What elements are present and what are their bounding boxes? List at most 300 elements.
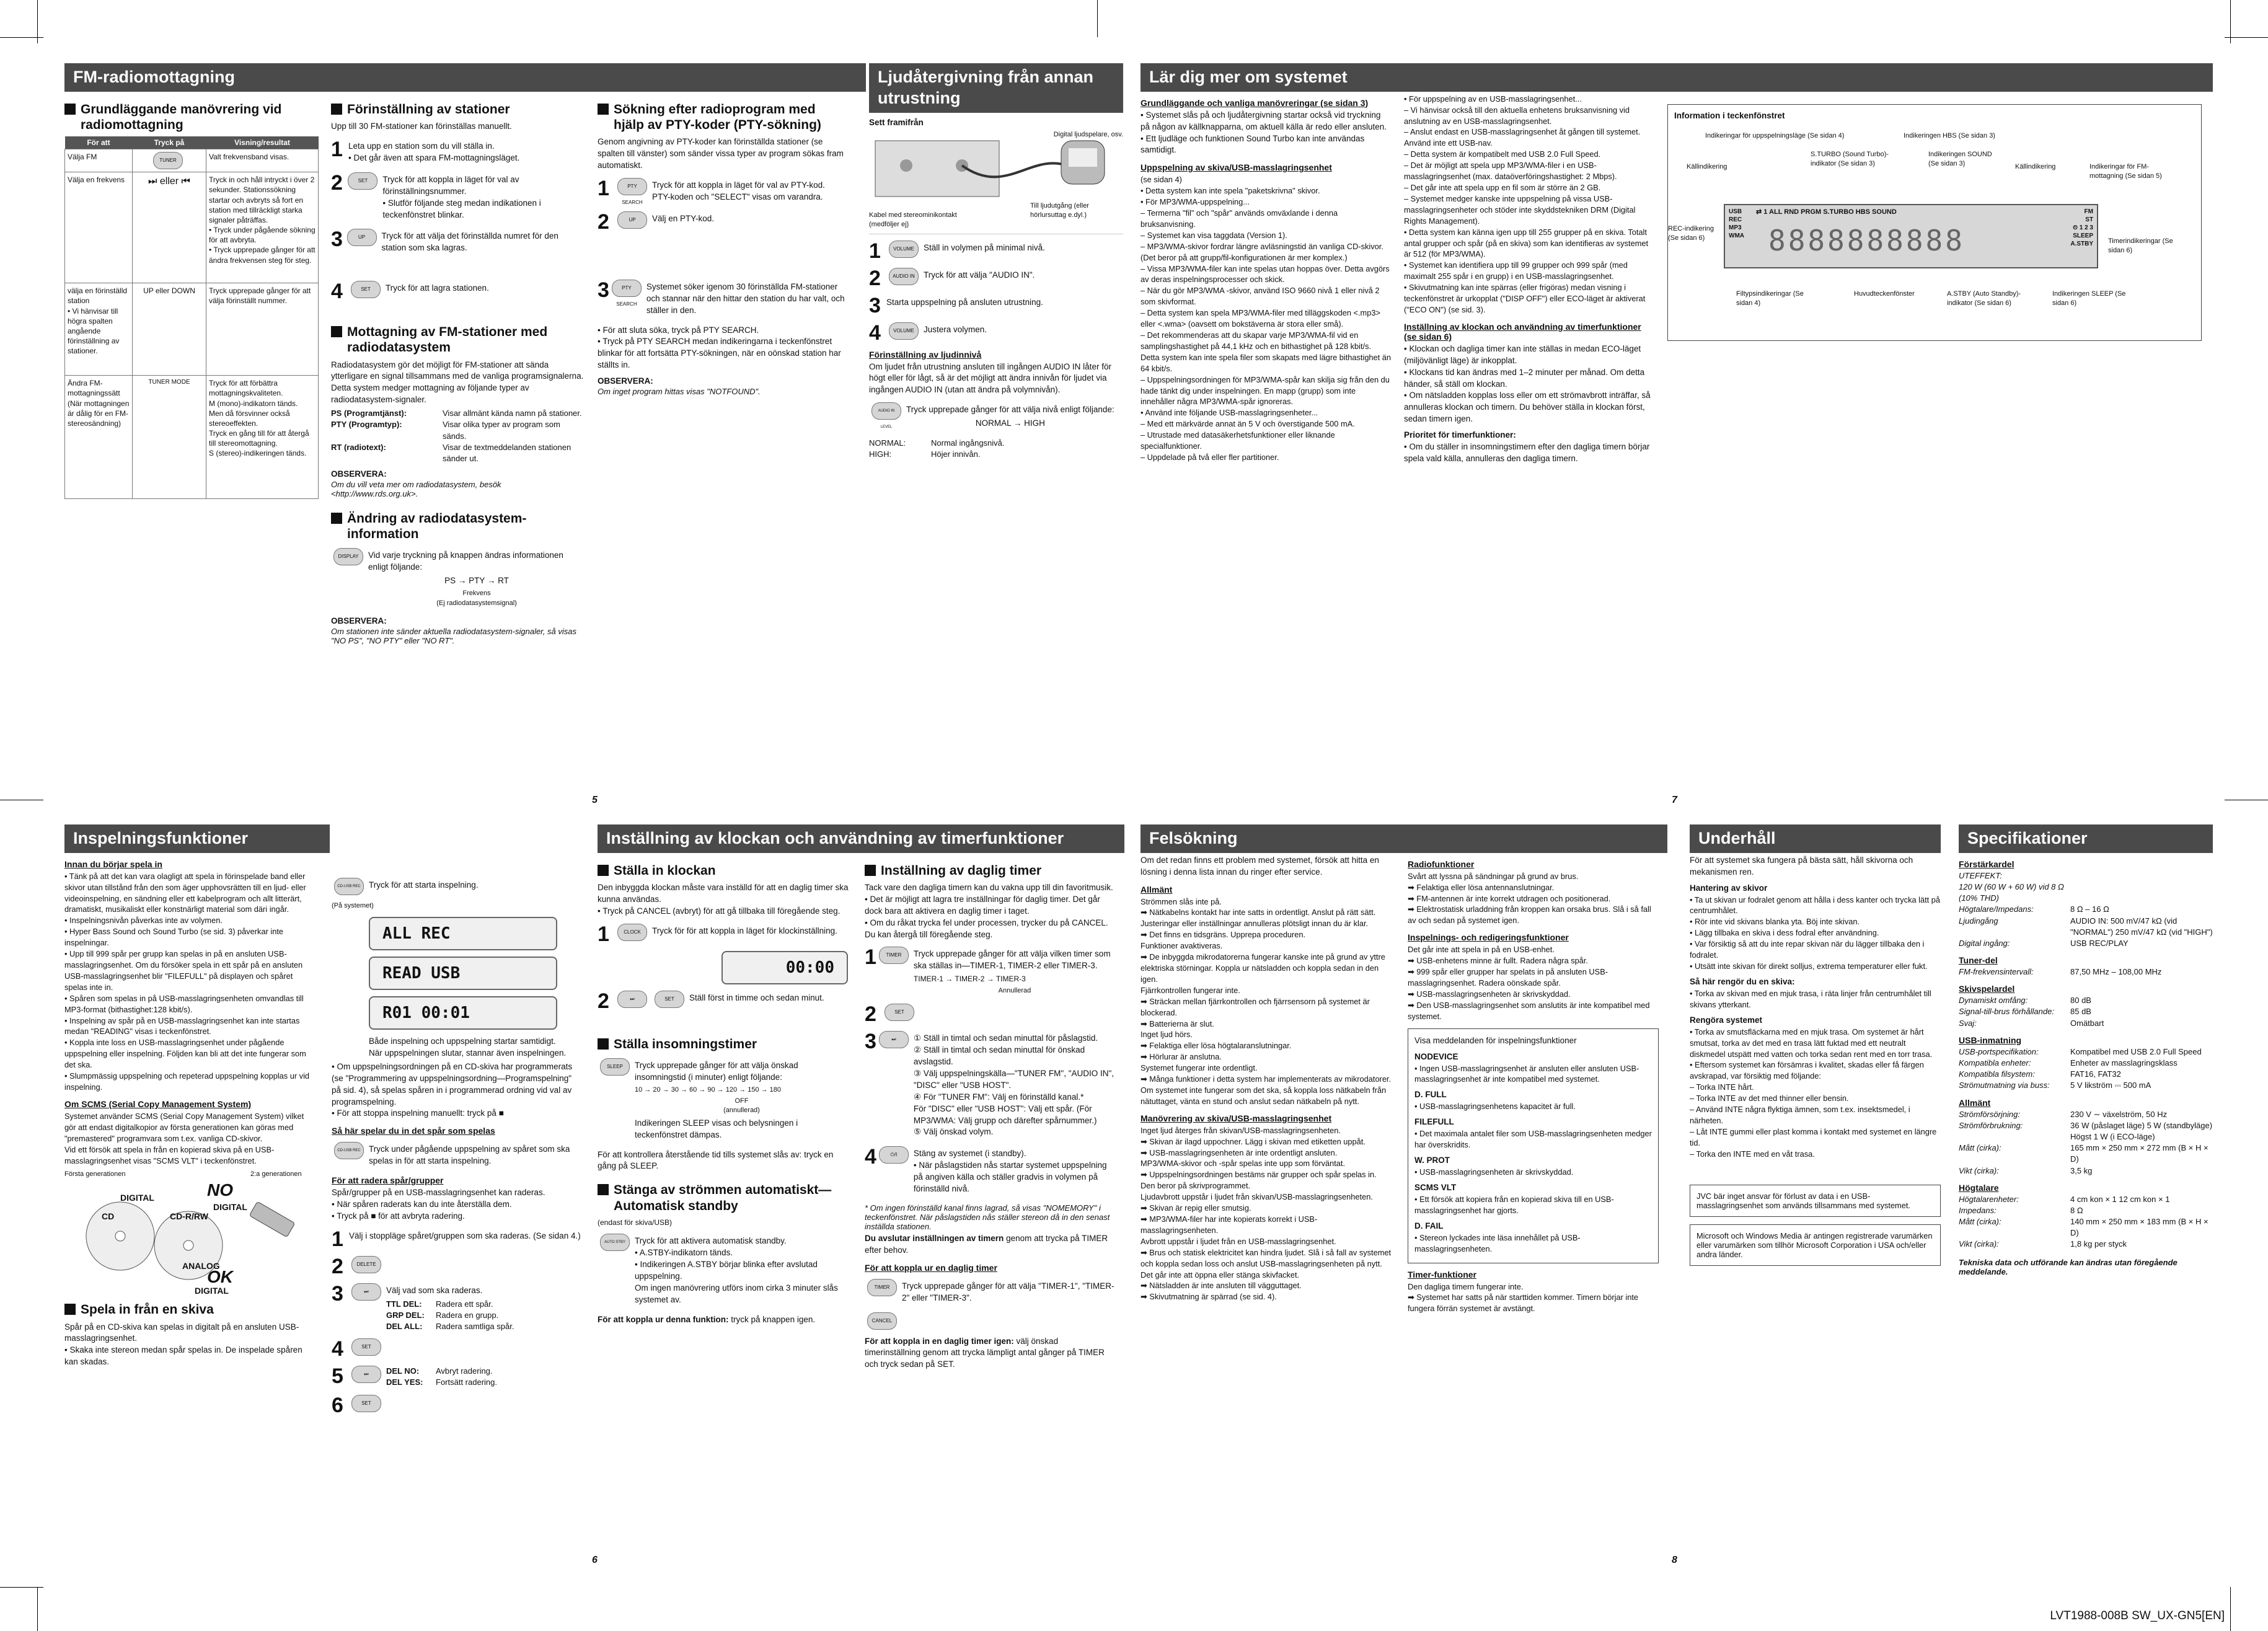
delete-text: Spår/grupper på en USB-masslagringsenhet kan raderas. • När spåren raderats kan du inte återställa dem. • Tryck på ■ för att avbryta radering. xyxy=(332,1188,545,1221)
rds-item: RT (radiotext): Visar de textmeddelanden stationen sänder ut. xyxy=(331,442,571,463)
analog-label: ANALOG xyxy=(182,1261,220,1271)
table-row xyxy=(65,376,319,499)
message-text: • Det maximala antalet filer som USB-masslagringsenheten medger har överskridits. xyxy=(1414,1129,1652,1150)
rec-col-1 xyxy=(64,853,315,1422)
maint-clean-heading: Så här rengör du en skiva: xyxy=(1690,976,1795,986)
sleep-step xyxy=(598,1058,849,1143)
level-text: Om ljudet från utrustning ansluten till ingången AUDIO IN låter för högt eller för lågt, så är det möjligt att ändra innivån för ljudet via ingången AUDIO IN (utan att ändra på volymnivån). xyxy=(869,361,1111,395)
disclaimer-2: Microsoft och Windows Media är antingen registrerade varumärken eller varumärken som tillhör Microsoft Corporation i USA och/eller andra länder. xyxy=(1690,1224,1941,1266)
table-row xyxy=(65,283,319,376)
spec-key: 120 W (60 W + 60 W) vid 8 Ω (10% THD) xyxy=(1959,882,2064,903)
clock-step-2 xyxy=(598,991,849,1012)
display-label: Indikeringar för FM-mottagning (Se sidan 5) xyxy=(2089,162,2162,180)
spec-row xyxy=(1959,904,2213,915)
spec-group-heading: Förstärkardel xyxy=(1959,859,2014,869)
spec-value: USB REC/PLAY xyxy=(2070,938,2129,948)
preset-step-4 xyxy=(331,281,585,302)
page-number: 7 xyxy=(1672,795,1677,805)
step-text: Välj en PTY-kod. xyxy=(652,213,715,223)
level-normal: NORMAL: Normal ingångsnivå. xyxy=(869,438,1005,448)
preset-section xyxy=(331,92,585,647)
pty-bullets: • För att sluta söka, tryck på PTY SEARCH. • Tryck på PTY SEARCH medan indikeringarna i teckenfönstret blinkar för att fortsätta PTY-sökningen, när en oönskad station har ställts in. xyxy=(598,325,841,370)
step-number: 6 xyxy=(332,1393,343,1417)
message-box-title: Visa meddelanden för inspelningsfunktioner xyxy=(1414,1035,1577,1045)
step-number: 3 xyxy=(331,228,343,252)
spec-key: Strömutmatning via buss: xyxy=(1959,1081,2050,1090)
message-text: • Ett försök att kopiera från en kopierad skiva till en USB-masslagringsenhet har gjorts. xyxy=(1414,1194,1614,1215)
learn-col-2 xyxy=(1404,92,1655,467)
step-number: 2 xyxy=(598,989,609,1013)
table-cell: UP eller DOWN xyxy=(133,283,206,376)
rds-intro: Radiodatasystem gör det möjligt för FM-stationer att sända ytterligare en signal tillsammans med de vanliga programsignalerna. Detta system medger mottagning av följande typer av radiodatasystem-signaler. xyxy=(331,360,584,405)
other-section xyxy=(869,63,1123,460)
clock-title: Inställning av klockan och användning av timerfunktioner xyxy=(598,824,1124,853)
display-label: Filtypsindikeringar (Se sidan 4) xyxy=(1736,290,1804,307)
table-header: För att xyxy=(65,136,133,149)
cdrw-label: CD-R/RW xyxy=(170,1211,208,1222)
trouble-h1: Allmänt xyxy=(1141,884,1173,895)
message-text: • Stereon lyckades inte läsa innehållet på USB-masslagringsenheten. xyxy=(1414,1232,1581,1253)
rds-item: PS (Programtjänst): Visar allmänt kända namn på stationer. xyxy=(331,409,582,418)
spec-value: 8 Ω xyxy=(2070,1205,2083,1215)
step-number: 1 xyxy=(331,138,343,162)
clock-button-icon: CLOCK xyxy=(617,924,647,941)
step-number: 3 xyxy=(332,1281,343,1306)
delete-button-icon: DELETE xyxy=(351,1256,381,1273)
rds-change-heading: Ändring av radiodatasystem-information xyxy=(331,511,585,542)
lcd-right: FM ST ⏲ 1 2 3 SLEEP A.STBY xyxy=(2070,208,2093,247)
message-code: FILEFULL xyxy=(1414,1117,1454,1127)
page-number: 6 xyxy=(592,1555,598,1565)
learn-h1: Grundläggande och vanliga manövreringar (se sidan 3) xyxy=(1141,97,1369,108)
spec-title: Specifikationer xyxy=(1959,824,2213,853)
rec-current-heading: Så här spelar du in det spår som spelas xyxy=(332,1126,495,1136)
crop-mark xyxy=(37,0,38,43)
spec-value: FAT16, FAT32 xyxy=(2070,1069,2121,1079)
timer-button-icon: TIMER xyxy=(867,1279,897,1296)
spec-value: 165 mm × 250 mm × 272 mm (B × H × D) xyxy=(2070,1143,2208,1164)
trouble-title: Felsökning xyxy=(1141,824,1667,853)
rds-note: Om du vill veta mer om radiodatasystem, besök <http://www.rds.org.uk>. xyxy=(331,480,501,499)
spec-key: USB-portspecifikation: xyxy=(1959,1046,2039,1056)
pty-note: Om inget program hittas visas "NOTFOUND". xyxy=(598,387,761,397)
table-cell: Välja FM xyxy=(65,149,133,172)
message-text: • USB-masslagringsenheten är skrivskyddad. xyxy=(1414,1167,1574,1177)
level-heading: Förinställning av ljudinnivå xyxy=(869,349,982,360)
display-label: A.STBY (Auto Standby)-indikator (Se sidan 6) xyxy=(1947,290,2021,307)
learn-timer-text: • Klockan och dagliga timer kan inte ställas in medan ECO-läget (miljövänligt läge) är inkopplat. • Klockans tid kan ändras med 1–2 minuter per månad. Om detta händer, så ställ om klockan. • Om nätsladden kopplas loss eller om ett strömavbrott inträffar, så annulleras klockan och timern. Du behöver ställa in klockan först, sedan timern igen. xyxy=(1404,343,1651,424)
sleep-check: För att kontrollera återstående tid tills systemet slås av: tryck en gång på SLEEP. xyxy=(598,1149,834,1171)
step-number: 4 xyxy=(332,1337,343,1361)
pty-search-button-icon: PTY SEARCH xyxy=(612,280,642,297)
timer-cancel-label: Annullerad xyxy=(998,986,1031,994)
step-text: Starta uppspelning på ansluten utrustning. xyxy=(886,297,1043,307)
rec-disc-text: Spår på en CD-skiva kan spelas in digitalt på en ansluten USB-masslagringsenhet. • Skaka inte stereon medan spår spelas in. De inspelade spåren kan skadas. xyxy=(64,1322,302,1367)
spec-value: 5 V likström ⎓ 500 mA xyxy=(2070,1081,2151,1090)
trouble-col-1 xyxy=(1141,853,1392,1317)
spec-group-heading: Tuner-del xyxy=(1959,955,1998,966)
learn-prio-heading: Prioritet för timerfunktioner: xyxy=(1404,430,1516,440)
next-button-icon: ⏭ xyxy=(879,1031,909,1048)
display-info-title: Information i teckenfönstret xyxy=(1674,110,1785,120)
other-title: Ljudåtergivning från annan utrustning xyxy=(869,63,1123,113)
step-text: Stäng av systemet (i standby). • När påslagstiden nås startar systemet uppspelning på angiven källa och ställer gradvis in volymen på förinställd nivå. xyxy=(913,1149,1107,1194)
clock-set-text: Den inbyggda klockan måste vara inställd för att en daglig timer ska kunna användas. • Tryck på CANCEL (avbryt) för att gå tillbaka till föregående steg. xyxy=(598,882,849,916)
page-number: 8 xyxy=(1672,1555,1677,1565)
up-button-icon: UP xyxy=(347,229,377,246)
timer-disable-2 xyxy=(865,1312,1116,1330)
crop-mark xyxy=(37,1587,38,1631)
maint-disc-heading: Hantering av skivor xyxy=(1690,883,1768,893)
maint-section xyxy=(1690,824,1941,1266)
spec-value: 4 cm kon × 1 12 cm kon × 1 xyxy=(2070,1194,2170,1204)
auto-standby-step xyxy=(598,1234,849,1307)
lcd-top: ⇄ 1 ALL RND PRGM S.TURBO HBS SOUND xyxy=(1756,208,1897,216)
spec-value: Omätbart xyxy=(2070,1018,2104,1028)
message-code: SCMS VLT xyxy=(1414,1182,1457,1192)
crop-mark xyxy=(2230,1587,2231,1631)
spec-key: Svaj: xyxy=(1959,1018,1977,1028)
auto-standby-sub: (endast för skiva/USB) xyxy=(598,1218,673,1227)
trouble-t3: Svårt att lyssna på sändningar på grund av brus. ➡ Felaktiga eller lösa antennanslutningar. ➡ FM-antennen är inte korrekt utdragen och positionerad. ➡ Elektrostatisk urladdning från kroppen kan orsaka brus. Slå i så fall av och sedan på systemet igen. xyxy=(1408,871,1651,926)
spec-row xyxy=(1959,1194,2213,1205)
table-cell: Ändra FM-mottagningssätt (När mottagningen är dålig för en FM-stereosändning) xyxy=(65,376,133,499)
rec-current xyxy=(332,1142,583,1169)
crop-mark xyxy=(2230,0,2231,43)
up-button-icon: UP xyxy=(617,211,647,229)
learn-t2: (se sidan 4) • Detta system kan inte spela "paketskrivna" skivor. • För MP3/WMA-uppspelning... – Termerna "fil" och "spår" används omväxlande i denna bruksanvisning. – Systemet kan visa taggdata (Version 1). – MP3/WMA-skivor fordrar längre avläsningstid än vanliga CD-skivor. (Det beror på att grupp/fil-konfigurationen är mer komplex.) – Vissa MP3/WMA-filer kan inte spelas utan hoppas över. Detta avgörs av deras inspelningsprocesser och skick. – När du gör MP3/WMA -skivor, använd ISO 9660 nivå 1 eller nivå 2 som skivformat. – Detta system kan spela MP3/WMA-filer med tilläggskoden <.mp3> eller <.wma> (oavsett om bokstäverna är stora eller små). – Det rekommenderas att du skapar varje MP3/WMA-fil vid en samplingshastighet på 44,1 kHz och en bithastighet på 128 kbit/s. Detta system kan inte spela filer som skapats med lägre bithastighet än 64 kbit/s. – Uppspelningsordningen för MP3/WMA-spår kan skilja sig från den du hade tänkt dig under inspelningen. En mapp (grupp) som inte innehåller några MP3/WMA-spår ignoreras. • Använd inte följande USB-masslagringsenheter... – Med ett märkvärde annat än 5 V och överstigande 500 mA. – Utrustade med datasäkerhetsfunktioner eller liknande specialfunktioner. – Uppdelade på två eller fler partitioner. xyxy=(1141,175,1392,462)
spec-group-heading: Högtalare xyxy=(1959,1182,1999,1193)
daily-timer-text: Tack vare den dagliga timern kan du vakna upp till din favoritmusik. • Det är möjligt att lagra tre inställningar för daglig timer. Det går dock bara att aktivera en daglig timer i taget. • Om du råkat trycka fel under processen, trycker du på CANCEL. Du kan återgå till föregående steg. xyxy=(865,882,1113,939)
spec-value: 80 dB xyxy=(2070,996,2091,1006)
level-step xyxy=(869,402,1123,431)
spec-key: Kompatibla enheter: xyxy=(1959,1058,2031,1067)
learn-h2: Uppspelning av skiva/USB-masslagringsenhet xyxy=(1141,162,1332,173)
rds-note-label: OBSERVERA: xyxy=(331,469,387,479)
spec-value: 230 V ∼ växelström, 50 Hz xyxy=(2070,1109,2168,1119)
spec-row xyxy=(1959,1165,2213,1177)
power-button-icon: ⏻/I xyxy=(879,1146,909,1164)
audio-in-button-icon: AUDIO IN xyxy=(889,268,919,285)
step-number: 2 xyxy=(332,1254,343,1278)
set-button-icon: SET xyxy=(655,991,684,1008)
spec-key: Vikt (cirka): xyxy=(1959,1165,1999,1175)
learn-col2-text: • För uppspelning av en USB-masslagringsenhet... – Vi hänvisar också till den aktuella enhetens bruksanvisning vid anslutning av en USB-masslagringsenhet. – Anslut endast en USB-masslagringsenhet åt gången till systemet. Använd inte ett USB-nav. – Detta system är kompatibelt med USB 2.0 Full Speed. – Det är möjligt att spela upp MP3/WMA-filer i en USB-masslagringsenhet (max. dataöverföringshastighet: 2 Mbps). – Det går inte att spela upp en fil som är större än 2 GB. – Systemet medger kanske inte uppspelning på vissa USB-masslagringsenheter och stöder inte skyddstekniken DRM (Digital Rights Management). • Detta system kan känna igen upp till 255 grupper på en skiva. Totalt antal grupper och spår (på en skiva) som kan identifieras av systemet är 512 (för MP3/WMA). • Systemet kan identifiera upp till 99 grupper och 999 spår (med maximalt 255 spår i en grupp) i en USB-masslagringsenhet. • Skivutmatning kan inte spärras (eller frigöras) medan visning i teckenfönstret är urkopplat ("DISP OFF") eller ECO-läget är aktiverat ("ECO ON") (se sid. 3). xyxy=(1404,94,1649,314)
maint-intro: För att systemet ska fungera på bästa sätt, håll skivorna och mekanismen ren. xyxy=(1690,855,1913,877)
delete-confirm: DEL YES: Fortsätt radering. xyxy=(386,1377,497,1387)
step-number: 2 xyxy=(865,1002,876,1027)
spec-key: UTEFFEKT: xyxy=(1959,870,2002,880)
lcd-main: 8888888888 xyxy=(1768,223,1965,257)
spec-row xyxy=(1959,916,2213,938)
clock-step-1 xyxy=(598,924,849,945)
spec-row xyxy=(1959,938,2213,949)
rds-change xyxy=(331,548,585,609)
table-header: Tryck på xyxy=(133,136,206,149)
no-label: NO xyxy=(207,1180,233,1200)
level-cycle: NORMAL → HIGH xyxy=(975,418,1045,428)
output-label: Till ljudutgång (eller hörlursuttag e.dyl.) xyxy=(1030,201,1089,219)
rec-before-text: • Tänk på att det kan vara olagligt att spela in förinspelade band eller skivor utan tillstånd från den som äger upphovsrätten till en ljud- eller videoinspelning, en sändning eller ett kabelprogram och allt litterärt, dramatiskt, musikaliskt eller konstnärligt material som däri ingår. • Inspelningsnivån påverkas inte av volymen. • Hyper Bass Sound och Sound Turbo (se sid. 3) påverkar inte inspelningar. • Upp till 999 spår per grupp kan spelas in på en ansluten USB-masslagringsenhet. Om du försöker spela in ett spår på en ansluten USB-masslagringsenhet blir "FILEFULL" på displayen och spåret spelas inte in. • Spåren som spelas in på USB-masslagringsenheten omvandlas till MP3-format (bithastighet:128 kbit/s). • Inspelning av spår på en USB-masslagringsenhet kan inte startas medan "READING" visas i teckenfönstret. • Koppla inte loss en USB-masslagringsenhet under pågående uppspelning eller inspelning. Följden kan bli att det inte fungerar som det ska. • Slumpmässig uppspelning och repeterad uppspelning kopplas ur vid inspelning. xyxy=(64,871,310,1092)
message-text: • Ingen USB-masslagringsenhet är ansluten eller ansluten USB-masslagringsenhet är inte kompatibel med systemet. xyxy=(1414,1063,1639,1084)
display-label: Indikeringen SOUND (Se sidan 3) xyxy=(1928,150,1992,168)
spec-value: AUDIO IN: 500 mV/47 kΩ (vid "NORMAL") 250 mV/47 kΩ (vid "HIGH") xyxy=(2070,916,2213,937)
timer-button-icon: TIMER xyxy=(879,947,909,964)
step-text: Justera volymen. xyxy=(924,324,987,334)
trouble-timer-text: Den dagliga timern fungerar inte. ➡ Systemet har satts på när starttiden kommer. Timern börjar inte fungera förrän systemet är avstängt. xyxy=(1408,1281,1639,1314)
timer-step-4 xyxy=(865,1146,1116,1197)
step-number: 1 xyxy=(332,1227,343,1251)
display-label: Källindikering xyxy=(2015,162,2056,170)
step-number: 3 xyxy=(869,293,881,317)
display-button-icon: DISPLAY xyxy=(333,548,363,565)
auto-off: För att koppla ur denna funktion: tryck på knappen igen. xyxy=(598,1314,816,1324)
step-number: 2 xyxy=(598,210,609,234)
trouble-timer-heading: Timer-funktioner xyxy=(1408,1269,1476,1280)
maint-clean-text: • Torka av skivan med en mjuk trasa, i räta linjer från centrumhålet till skivans ytterkant. xyxy=(1690,988,1931,1009)
spec-row xyxy=(1959,1046,2213,1058)
preset-step-2 xyxy=(331,172,585,223)
rec-section xyxy=(64,824,585,1422)
digital-label: DIGITAL xyxy=(213,1202,247,1213)
timer-cancel: Du avslutar inställningen av timern genom att trycka på TIMER efter behov. xyxy=(865,1233,1108,1255)
spec-value: 85 dB xyxy=(2070,1007,2091,1017)
sleep-after: Indikeringen SLEEP visas och belysningen i teckenfönstret dämpas. xyxy=(635,1118,798,1139)
spec-key: Impedans: xyxy=(1959,1205,1997,1215)
rec-start xyxy=(332,878,583,895)
display-label: Huvudteckenfönster xyxy=(1854,290,1915,298)
table-cell: ⏭ eller ⏮ xyxy=(133,172,206,283)
pty-step-2 xyxy=(598,211,849,273)
message-code: D. FULL xyxy=(1414,1090,1447,1100)
table-cell: Valt frekvensband visas. xyxy=(206,149,319,172)
step-number: 1 xyxy=(865,945,876,970)
ok-label: OK xyxy=(207,1267,233,1287)
crop-mark xyxy=(1097,0,1098,37)
step-text: Välj vad som ska raderas. xyxy=(386,1285,483,1295)
spec-row xyxy=(1959,870,2213,882)
trouble-intro: Om det redan finns ett problem med systemet, försök att hitta en lösning i denna lista innan du ringer efter service. xyxy=(1141,855,1379,877)
spec-key: Dynamiskt omfång: xyxy=(1959,996,2028,1006)
message-box xyxy=(1408,1028,1659,1263)
level-press: Tryck upprepade gånger för att välja nivå enligt följande: xyxy=(906,405,1114,415)
spec-row xyxy=(1959,1239,2213,1250)
display-label: REC-indikering (Se sidan 6) xyxy=(1668,224,1714,242)
rec-system-label: (På systemet) xyxy=(332,901,374,909)
rds-heading: Mottagning av FM-stationer med radiodatasystem xyxy=(331,324,585,355)
step-number: 4 xyxy=(865,1145,876,1169)
spec-row xyxy=(1959,882,2213,904)
trouble-h2: Manövrering av skiva/USB-masslagringsenhet xyxy=(1141,1113,1332,1123)
step-text: Tryck upprepade gånger för att välja vilken timer som ska ställas in—TIMER-1, TIMER-2 eller TIMER-3. xyxy=(913,949,1111,971)
delete-heading: För att radera spår/grupper xyxy=(332,1175,444,1186)
learn-prio-text: • Om du ställer in insomningstimern efter den dagliga timern börjar spela vald källa, annulleras den dagliga timern. xyxy=(1404,442,1650,463)
next-button-icon: ⏭ xyxy=(351,1283,381,1301)
step-number: 5 xyxy=(332,1364,343,1389)
maint-title: Underhåll xyxy=(1690,824,1941,853)
step-text: Välj i stoppläge spåret/gruppen som ska raderas. (Se sidan 4.) xyxy=(349,1231,581,1240)
pty-intro: Genom angivning av PTY-koder kan förinställda stationer (se spalten till vänster) som sänder vissa typer av program sökas fram automatiskt. xyxy=(598,137,844,170)
fm-title: FM-radiomottagning xyxy=(64,63,866,92)
rec-current-text: Tryck under pågående uppspelning av spåret som ska spelas in för att starta inspelning. xyxy=(369,1144,570,1166)
rds-item: PTY (Programtyp): Visar olika typer av program som sänds. xyxy=(331,420,560,441)
table-header: Visning/resultat xyxy=(206,136,319,149)
spec-row xyxy=(1959,1058,2213,1069)
spec-value: 140 mm × 250 mm × 183 mm (B × H × D) xyxy=(2070,1217,2208,1238)
timer-cycle: TIMER-1 → TIMER-2 → TIMER-3 xyxy=(913,975,1026,984)
spec-row xyxy=(1959,1006,2213,1017)
rds-change-note: Om stationen inte sänder aktuella radiodatasystem-signaler, så visas "NO PS", "NO PTY" eller "NO RT". xyxy=(331,626,576,645)
level-high: HIGH: Höjer innivån. xyxy=(869,449,981,459)
display-label: Indikeringar för uppspelningsläge (Se sidan 4) xyxy=(1705,131,1845,139)
spec-row xyxy=(1959,1069,2213,1080)
spec-value: 8 Ω – 16 Ω xyxy=(2070,904,2109,914)
set-button-icon: SET xyxy=(351,1338,381,1356)
preset-heading: Förinställning av stationer xyxy=(331,102,585,117)
step-number: 1 xyxy=(598,177,609,201)
clock-section xyxy=(598,824,1124,1372)
spec-value: 87,50 MHz – 108,00 MHz xyxy=(2070,967,2162,977)
audio-in-level-button-icon: AUDIO IN LEVEL xyxy=(871,402,901,420)
disclaimer-1: JVC bär inget ansvar för förlust av data i en USB-masslagringsenhet som används tillsammans med systemet. xyxy=(1690,1185,1941,1217)
lcd-all-rec: ALL REC xyxy=(369,917,557,950)
spec-key: Högtalarenheter: xyxy=(1959,1194,2019,1204)
table-cell: TUNER MODE xyxy=(133,376,206,499)
cd-usb-rec-button-icon: CD-USB REC xyxy=(334,878,364,895)
spec-key: Ljudingång xyxy=(1959,916,1998,926)
rds-cycle-sub: Frekvens (Ej radiodatasystemsignal) xyxy=(436,590,517,607)
rec-press: Tryck för att starta inspelning. xyxy=(369,880,479,890)
spec-value: Enheter av masslagringsklass xyxy=(2070,1058,2178,1067)
step-number: 3 xyxy=(598,278,609,302)
rec-bullets: • Om uppspelningsordningen på en CD-skiva har programmerats (se "Programmering av uppspelningsordning—Programspelning" på sid. 4), så spelas spåren in i programmerad ordning vid val av programspelning. • För att stoppa inspelning manuellt: tryck på ■ xyxy=(332,1061,573,1118)
step-text: Tryck för att lagra stationen. xyxy=(386,283,489,293)
step-text: Tryck för att välja det förinställda numret för den station som ska lagras. xyxy=(381,231,558,253)
digital-label: DIGITAL xyxy=(195,1286,229,1296)
page-number: 5 xyxy=(592,795,598,805)
spec-key: Digital ingång: xyxy=(1959,938,2010,948)
cd-usb-rec-button-icon: CD-USB REC xyxy=(334,1142,364,1159)
timer-step-3 xyxy=(865,1031,1116,1140)
spec-key: Kompatibla filsystem: xyxy=(1959,1069,2035,1079)
table-cell xyxy=(133,149,206,172)
step-number: 2 xyxy=(331,170,343,195)
learn-col-1 xyxy=(1141,92,1392,467)
display-label: S.TURBO (Sound Turbo)-indikator (Se sidan 3) xyxy=(1811,150,1889,168)
table-cell: Tryck för att förbättra mottagningskvaliteten. M (mono)-indikatorn tänds. Men då försvinner också stereoeffekten. Tryck en gång till för att återgå till stereomottagning. S (stereo)-indikeringen tänds. xyxy=(206,376,319,499)
step-text: Ställ in volymen på minimal nivå. xyxy=(924,242,1045,252)
learn-timer-heading: Inställning av klockan och användning av timerfunktioner (se sidan 6) xyxy=(1404,321,1641,342)
spec-row xyxy=(1959,1120,2213,1143)
message-text: • USB-masslagringsenhetens kapacitet är full. xyxy=(1414,1102,1576,1112)
step-text: Tryck för att koppla in läget för val av förinställningsnummer. • Slutför följande steg medan indikationen i teckenfönstret blinkar. xyxy=(382,174,541,219)
scms-text: Systemet använder SCMS (Serial Copy Management System) vilket gör att endast digitalkopior av första generationen kan göras med "premastered" programvara som t.ex. vanliga CD-skivor. Vid ett försök att spela in från en kopierad skiva på en USB-masslagringsenhet visas "SCMS VLT" i teckenfönstret. xyxy=(64,1111,304,1165)
set-button-icon: SET xyxy=(885,1004,914,1021)
spec-row xyxy=(1959,1205,2213,1216)
step-text: Systemet söker igenom 30 förinställda FM-stationer och stannar när den hittar den station du har valt, och ställer in den. xyxy=(646,281,845,315)
pty-note-label: OBSERVERA: xyxy=(598,376,653,386)
preset-intro: Upp till 30 FM-stationer kan förinställas manuellt. xyxy=(331,122,512,131)
crop-mark xyxy=(2225,37,2268,38)
fm-section xyxy=(64,63,319,499)
step-text: Leta upp en station som du vill ställa in. • Det går även att spara FM-mottagningsläget. xyxy=(348,141,520,162)
clock-set-heading: Ställa in klockan xyxy=(598,863,849,878)
spec-row xyxy=(1959,966,2213,978)
spec-group-heading: Skivspelardel xyxy=(1959,984,2015,994)
clock-col-2 xyxy=(865,853,1116,1372)
delete-option: GRP DEL: Radera en grupp. xyxy=(386,1310,499,1320)
spec-row xyxy=(1959,1080,2213,1091)
scms-diagram xyxy=(64,1168,315,1296)
step-text: Tryck upprepade gånger för att välja "TIMER-1", "TIMER-2" eller "TIMER-3". xyxy=(902,1281,1114,1302)
pty-step-3 xyxy=(598,280,849,319)
spec-footnote: Tekniska data och utförande kan ändras utan föregående meddelande. xyxy=(1959,1257,2178,1276)
sleep-text: Tryck upprepade gånger för att välja önskad insomningstid (i minuter) enligt följande: xyxy=(635,1060,798,1082)
step-text: Tryck för för att koppla in läget för klockinställning. xyxy=(652,926,837,935)
learn-title: Lär dig mer om systemet xyxy=(1141,63,2213,92)
player-label: Digital ljudspelare, osv. xyxy=(1053,130,1123,138)
gen1-label: Första generationen xyxy=(64,1170,126,1178)
spec-value: 36 W (påslaget läge) 5 W (standbyläge) Högst 1 W (i ECO-läge) xyxy=(2070,1120,2213,1141)
spec-group-heading: Allmänt xyxy=(1959,1097,1991,1108)
maint-sys-text: • Torka av smutsfläckarna med en mjuk trasa. Om systemet är hårt smutsat, torka av det med en trasa lätt fuktad med ett neutralt diskmedel utspätt med vatten och torka sedan rent med en torr trasa. • Eftersom systemet kan försämras i kvalitet, skadas eller få färgen avskrapad, var försiktig med följande: – Torka INTE hårt. – Torka INTE av det med thinner eller bensin. – Använd INTE några flyktiga ämnen, som t.ex. insektsmedel, i närheten. – Låt INTE gummi eller plast komma i kontakt med systemet en längre tid. – Torka den INTE med en våt trasa. xyxy=(1690,1027,1937,1159)
connection-diagram xyxy=(869,128,1123,234)
lcd-left: USB REC MP3 WMA xyxy=(1729,208,1744,239)
pty-heading: Sökning efter radioprogram med hjälp av PTY-koder (PTY-sökning) xyxy=(598,102,849,133)
volume-up-button-icon: VOLUME xyxy=(889,322,919,340)
step-number: 3 xyxy=(865,1030,876,1054)
next-button-icon: ⏭ xyxy=(351,1366,381,1383)
trouble-t1: Strömmen slås inte på. ➡ Nätkabelns kontakt har inte satts in ordentligt. Anslut på rätt sätt. Justeringar eller inställningar annulleras plötsligt innan du är klar. ➡ Det finns en tidsgräns. Upprepa proceduren. Funktioner avaktiveras. ➡ De inbyggda mikrodatorerna fungerar kanske inte på grund av yttre elektriska störningar. Koppla ur nätsladden och koppla sedan in den igen. Fjärrkontrollen fungerar inte. ➡ Sträckan mellan fjärrkontrollen och fjärrsensorn på systemet är blockerad. ➡ Batterierna är slut. Inget ljud hörs. ➡ Felaktiga eller lösa högtalaranslutningar. ➡ Hörlurar är anslutna. Systemet fungerar inte ordentligt. ➡ Många funktioner i detta system har implementerats av mikrodatorer. Om systemet inte fungerar som det ska, så koppla loss nätkabeln från nätuttaget, vänta en stund och anslut sedan nätkabeln på nytt. xyxy=(1141,896,1392,1106)
table-cell: Tryck in och håll intryckt i över 2 sekunder. Stationssökning startar och avbryts så fort en station med tillräckligt starka signaler påträffas. • Tryck under pågående sökning för att avbryta. • Tryck upprepade gånger för att ändra frekvensen steg för steg. xyxy=(206,172,319,283)
other-step-1 xyxy=(869,241,1123,262)
timer-step-1 xyxy=(865,947,1116,997)
display-label: Indikeringen HBS (Se sidan 3) xyxy=(1904,131,1995,139)
sleep-off: OFF (annullerad) xyxy=(723,1097,760,1115)
spec-key: Strömförsörjning: xyxy=(1959,1109,2020,1119)
display-label: Källindikering xyxy=(1687,162,1727,170)
timer-disable-1 xyxy=(865,1279,1116,1306)
trouble-t2: Inget ljud återges från skivan/USB-masslagringsenheten. ➡ Skivan är ilagd uppochner. Lägg i skivan med etiketten uppåt. ➡ USB-masslagringsenheten är inte ordentligt ansluten. MP3/WMA-skivor och -spår spelas inte upp som förväntat. ➡ Uppspelningsordningen bestäms när grupper och spår spelas in. Den beror på skrivprogrammet. Ljudavbrott uppstår i ljudet från skivan/USB-masslagringsenheten. ➡ Skivan är repig eller smutsig. ➡ MP3/WMA-filer har inte kopierats korrekt i USB-masslagringsenheten. Avbrott uppstår i ljudet från en USB-masslagringsenhet. ➡ Brus och statisk elektricitet kan hindra ljudet. Slå i så fall av systemet och koppla sedan loss och anslut USB-masslagringsenheten på nytt. Det går inte att öppna eller stänga skivfacket. ➡ Nätsladden är inte ansluten till vägguttaget. ➡ Skivutmatning är spärrad (se sid. 4). xyxy=(1141,1125,1392,1302)
step-text: Tryck för att koppla in läget för val av PTY-kod. PTY-koden och "SELECT" visas om varandra. xyxy=(652,180,825,201)
delete-step-6 xyxy=(332,1395,583,1416)
auto-standby-heading: Stänga av strömmen automatiskt—Automatisk standby xyxy=(598,1182,849,1213)
trouble-col-2 xyxy=(1408,853,1659,1317)
step-number: 4 xyxy=(331,280,343,304)
display-lcd xyxy=(1724,204,2098,268)
maint-sys-heading: Rengöra systemet xyxy=(1690,1015,1763,1025)
preset-step-3 xyxy=(331,229,585,256)
lcd-clock: 00:00 xyxy=(721,951,848,984)
pty-step-1 xyxy=(598,178,849,205)
clock-col-1 xyxy=(598,853,849,1372)
rec-after: Både inspelning och uppspelning startar samtidigt. När uppspelningen slutar, stannar även inspelningen. xyxy=(369,1037,567,1058)
auto-standby-text: Tryck för att aktivera automatisk standby. • A.STBY-indikatorn tänds. • Indikeringen A.STBY börjar blinka efter avslutad uppspelning. Om ingen manövrering utförs inom cirka 3 minuter slås systemet av. xyxy=(635,1236,838,1304)
cable-label: Kabel med stereominikontakt (medföljer ej) xyxy=(869,211,957,228)
lcd-rec-time: R01 00:01 xyxy=(369,996,557,1030)
learn-t1: • Systemet slås på och ljudåtergivning startar också vid tryckning på någon av källknapparna, om aktuell källa är redo eller ansluten. • Ett ljudläge och funktionen Sound Turbo kan inte användas samtidigt. xyxy=(1141,110,1387,155)
spec-value: 3,5 kg xyxy=(2070,1165,2093,1175)
digital-label: DIGITAL xyxy=(120,1193,154,1203)
display-label: Timerindikeringar (Se sidan 6) xyxy=(2108,237,2173,255)
rec-col-2 xyxy=(332,853,583,1422)
scms-illustration xyxy=(64,1180,312,1304)
delete-confirm: DEL NO: Avbryt radering. xyxy=(386,1366,493,1376)
spec-key: Högtalare/Impedans: xyxy=(1959,904,2034,914)
scms-heading: Om SCMS (Serial Copy Management System) xyxy=(64,1098,252,1109)
trouble-h4: Inspelnings- och redigeringsfunktioner xyxy=(1408,932,1569,943)
delete-step-1 xyxy=(332,1229,583,1250)
